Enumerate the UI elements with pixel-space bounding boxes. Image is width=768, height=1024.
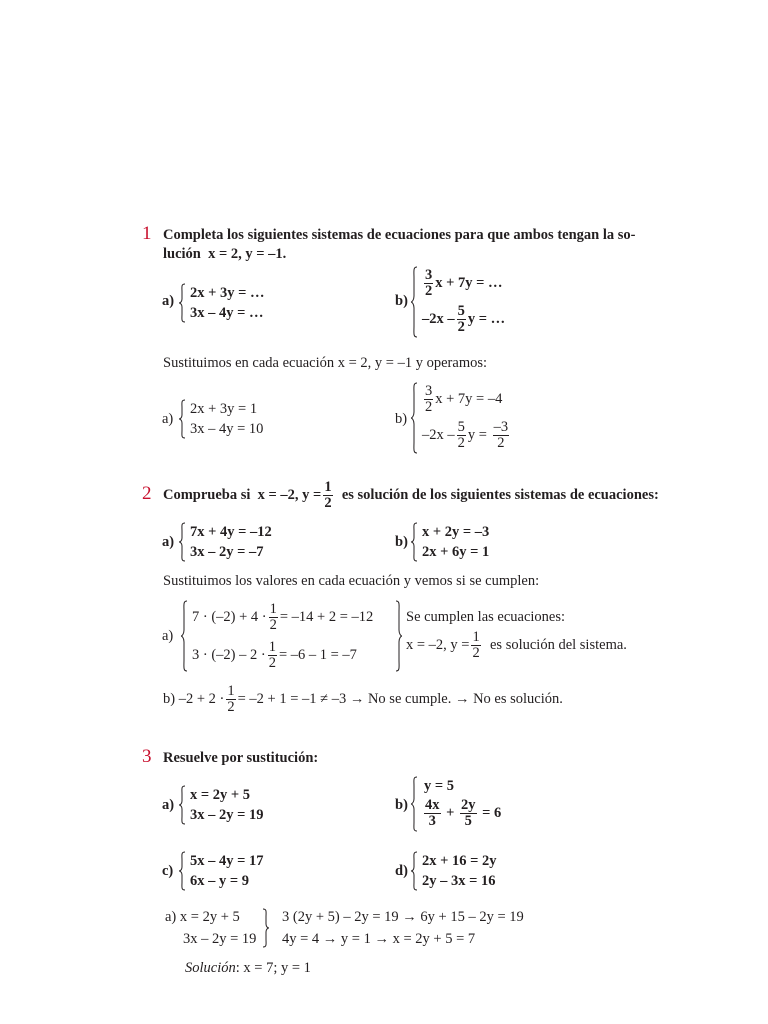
exercise-3a-label: a) [162, 797, 175, 813]
left-brace-icon [178, 522, 186, 562]
exercise-1-statement-line2: lución x = 2, y = –1. [163, 246, 287, 262]
left-brace-icon [178, 283, 186, 323]
exercise-3a-solution-line2-left: 3x – 2y = 19 [183, 931, 257, 947]
exercise-2-solution-intro: Sustituimos los valores en cada ecuación y vemos si se cumplen: [163, 573, 540, 589]
exercise-1-solution-intro: Sustituimos en cada ecuación x = 2, y = –1 y operamos: [163, 355, 488, 371]
right-brace-icon [395, 600, 403, 672]
fraction-5-2: $\frac{5}{2}$ [457, 303, 465, 336]
exercise-1a-eq1: 2x + 3y = … [190, 285, 265, 301]
exercise-2b-solution: b) –2 + 2 · $\frac{1}{2}$ = –2 + 1 = –1 ≠ –3 → No se cumple. → No es solución. [163, 683, 563, 716]
exercise-2a-solution-line1: 7 · (–2) + 4 · $\frac{1}{2}$ = –14 + 2 = –12 [192, 601, 374, 634]
exercise-2b-label: b) [395, 534, 408, 550]
left-brace-icon [410, 851, 418, 891]
exercise-3a-eq1: x = 2y + 5 [190, 787, 251, 803]
exercise-1-statement-line1: Completa los siguientes sistemas de ecuaciones para que ambos tengan la so- [163, 227, 636, 243]
exercise-2a-label: a) [162, 534, 175, 550]
exercise-1b-label: b) [395, 293, 408, 309]
exercise-number-2: 2 [142, 483, 152, 504]
exercise-3a-solution-line1-left: a) x = 2y + 5 [165, 909, 240, 925]
fraction-1-2: $\frac{1}{2}$ [269, 601, 277, 634]
exercise-3b-label: b) [395, 797, 408, 813]
exercise-3a-eq2: 3x – 2y = 19 [190, 807, 264, 823]
left-brace-icon [178, 399, 186, 439]
exercise-1a-label: a) [162, 293, 175, 309]
exercise-3b-eq1: y = 5 [424, 778, 455, 794]
exercise-1b-eq2: –2x – $\frac{5}{2}$ y = … [422, 303, 506, 336]
fraction-3-2: $\frac{3}{2}$ [425, 267, 433, 300]
exercise-1a-solution-eq1: 2x + 3y = 1 [190, 401, 258, 417]
exercise-number-3: 3 [142, 746, 152, 767]
exercise-2b-eq1: x + 2y = –3 [422, 524, 490, 540]
exercise-2-statement: Comprueba si x = –2, y = $\frac{1}{2}$ es solución de los siguientes sistemas de ecuaciones: [163, 479, 659, 512]
exercise-2a-solution-label: a) [162, 628, 174, 644]
exercise-3d-eq2: 2y – 3x = 16 [422, 873, 496, 889]
exercise-3c-eq1: 5x – 4y = 17 [190, 853, 264, 869]
left-brace-icon [180, 600, 188, 672]
exercise-2a-note-line2: x = –2, y = $\frac{1}{2}$ es solución del sistema. [406, 629, 627, 662]
fraction-1-2: $\frac{1}{2}$ [472, 629, 480, 662]
left-brace-icon [178, 851, 186, 891]
left-brace-icon [410, 522, 418, 562]
exercise-3d-eq1: 2x + 16 = 2y [422, 853, 497, 869]
exercise-2a-eq1: 7x + 4y = –12 [190, 524, 272, 540]
exercise-2a-note-line1: Se cumplen las ecuaciones: [406, 609, 566, 625]
exercise-3c-eq2: 6x – y = 9 [190, 873, 250, 889]
exercise-2a-eq2: 3x – 2y = –7 [190, 544, 264, 560]
exercise-2a-solution-line2: 3 · (–2) – 2 · $\frac{1}{2}$ = –6 – 1 = –7 [192, 639, 357, 672]
left-brace-icon [410, 266, 418, 338]
exercise-3b-eq2: $\frac{4x}{3}$ + $\frac{2y}{5}$ = 6 [425, 797, 502, 830]
fraction-2y-5: $\frac{2y}{5}$ [461, 797, 476, 830]
exercise-1a-eq2: 3x – 4y = … [190, 305, 264, 321]
left-brace-icon [410, 776, 418, 832]
exercise-3c-label: c) [162, 863, 174, 879]
exercise-1a-solution-eq2: 3x – 4y = 10 [190, 421, 264, 437]
exercise-1b-solution-label: b) [395, 411, 408, 427]
exercise-3a-solution-result: Solución: x = 7; y = 1 [185, 960, 311, 976]
left-brace-icon [410, 382, 418, 454]
exercise-3a-solution-line2-right: 4y = 4 → y = 1 → x = 2y + 5 = 7 [282, 931, 476, 947]
exercise-1a-solution-label: a) [162, 411, 174, 427]
fraction-1-2: $\frac{1}{2}$ [268, 639, 276, 672]
fraction-4x-3: $\frac{4x}{3}$ [425, 797, 440, 830]
fraction-1-2: $\frac{1}{2}$ [227, 683, 235, 716]
fraction-3-2: $\frac{3}{2}$ [425, 383, 433, 416]
fraction-1-2: $\frac{1}{2}$ [324, 479, 332, 512]
exercise-1b-solution-eq2: –2x – $\frac{5}{2}$ y = $\frac{-3}{2}$ [422, 419, 509, 452]
exercise-3a-solution-line1-right: 3 (2y + 5) – 2y = 19 → 6y + 15 – 2y = 19 [282, 909, 524, 925]
exercise-3d-label: d) [395, 863, 408, 879]
fraction-m3-2: $\frac{-3}{2}$ [493, 419, 509, 452]
fraction-5-2: $\frac{5}{2}$ [457, 419, 465, 452]
left-brace-icon [178, 785, 186, 825]
exercise-number-1: 1 [142, 223, 152, 244]
exercise-1b-solution-eq1: $\frac{3}{2}$ x + 7y = –4 [425, 383, 503, 416]
exercise-3-statement: Resuelve por sustitución: [163, 750, 319, 766]
exercise-1b-eq1: $\frac{3}{2}$ x + 7y = … [425, 267, 503, 300]
exercise-2b-eq2: 2x + 6y = 1 [422, 544, 490, 560]
right-brace-icon [262, 908, 270, 948]
